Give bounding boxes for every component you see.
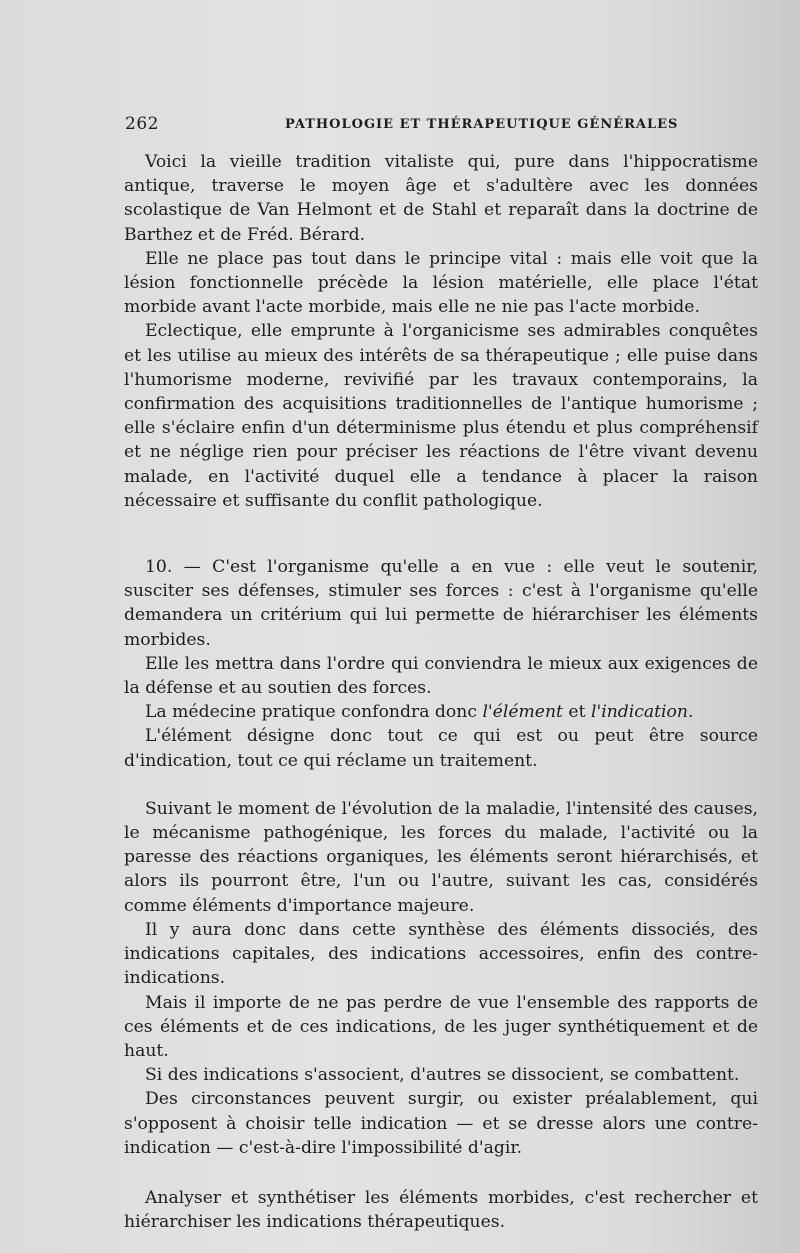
paragraph: Il y aura donc dans cette synthèse des éléments dissociés, des indications capitales, des indications accessoires, enfin des contre-indications. bbox=[124, 919, 758, 989]
paragraph: Elle les mettra dans l'ordre qui conviendra le mieux aux exigences de la défense et au soutien des forces. bbox=[124, 653, 758, 699]
page-number: 262 bbox=[125, 114, 159, 134]
paragraph: Eclectique, elle emprunte à l'organicisme ses admirables conquêtes et les utilise au mieux des intérêts de sa thérapeutique ; elle puise dans l'humorisme moderne, revivifié par les travaux contemporains, la confirmation des acquisitions traditionnelles de l'antique humorisme ; elle s'éclaire enfin d'un déterminisme plus étendu et plus compréhensif et ne néglige rien pour préciser les réactions de l'être vivant devenu malade, en l'activité duquel elle a tendance à placer la raison nécessaire et suffisante du conflit pathologique. bbox=[124, 321, 758, 511]
paragraph-conclusion: Analyser et synthétiser les éléments morbides, c'est rechercher et hiérarchiser les indications thérapeutiques. bbox=[124, 1187, 758, 1233]
running-title: PATHOLOGIE ET THÉRAPEUTIQUE GÉNÉRALES bbox=[285, 117, 679, 132]
page-body bbox=[124, 150, 758, 1234]
paragraph: Suivant le moment de l'évolution de la maladie, l'intensité des causes, le mécanisme pathogénique, les forces du malade, l'activité ou la paresse des réactions organiques, les éléments seront hiérarchisés, et alors ils pourront être, l'un ou l'autre, suivant les cas, considérés comme éléments d'importance majeure. bbox=[124, 798, 758, 916]
paragraph: Si des indications s'associent, d'autres se dissocient, se combattent. bbox=[145, 1065, 740, 1086]
paragraph: Des circonstances peuvent surgir, ou exister préalablement, qui s'opposent à choisir telle indication — et se dresse alors une contre-indication — c'est-à-dire l'impossibilité d'agir. bbox=[124, 1089, 758, 1158]
paragraph: Elle ne place pas tout dans le principe vital : mais elle voit que la lésion fonctionnelle précède la lésion matérielle, elle place l'état morbide avant l'acte morbide, mais elle ne nie pas l'acte morbide. bbox=[124, 248, 758, 318]
italic-term: l'élément bbox=[482, 702, 563, 723]
paragraph: La médecine pratique confondra donc l'élément et l'indication. bbox=[145, 702, 694, 723]
paragraph: L'élément désigne donc tout ce qui est ou peut être source d'indication, tout ce qui réclame un traitement. bbox=[124, 726, 758, 771]
italic-term: l'indication. bbox=[590, 702, 694, 723]
paragraph-numbered: 10. — C'est l'organisme qu'elle a en vue : elle veut le soutenir, susciter ses défenses, stimuler ses forces : c'est à l'organisme qu'elle demandera un critérium qui lui permette de hiérarchiser les éléments morbides. bbox=[124, 557, 758, 650]
paragraph: Mais il importe de ne pas perdre de vue l'ensemble des rapports de ces éléments et de ces indications, de les juger synthétiquement et de haut. bbox=[124, 992, 758, 1061]
paragraph: Voici la vieille tradition vitaliste qui, pure dans l'hippocratisme antique, traverse le moyen âge et s'adultère avec les données scolastique de Van Helmont et de Stahl et reparaît dans la doctrine de Barthez et de Fréd. Bérard. bbox=[124, 152, 758, 245]
